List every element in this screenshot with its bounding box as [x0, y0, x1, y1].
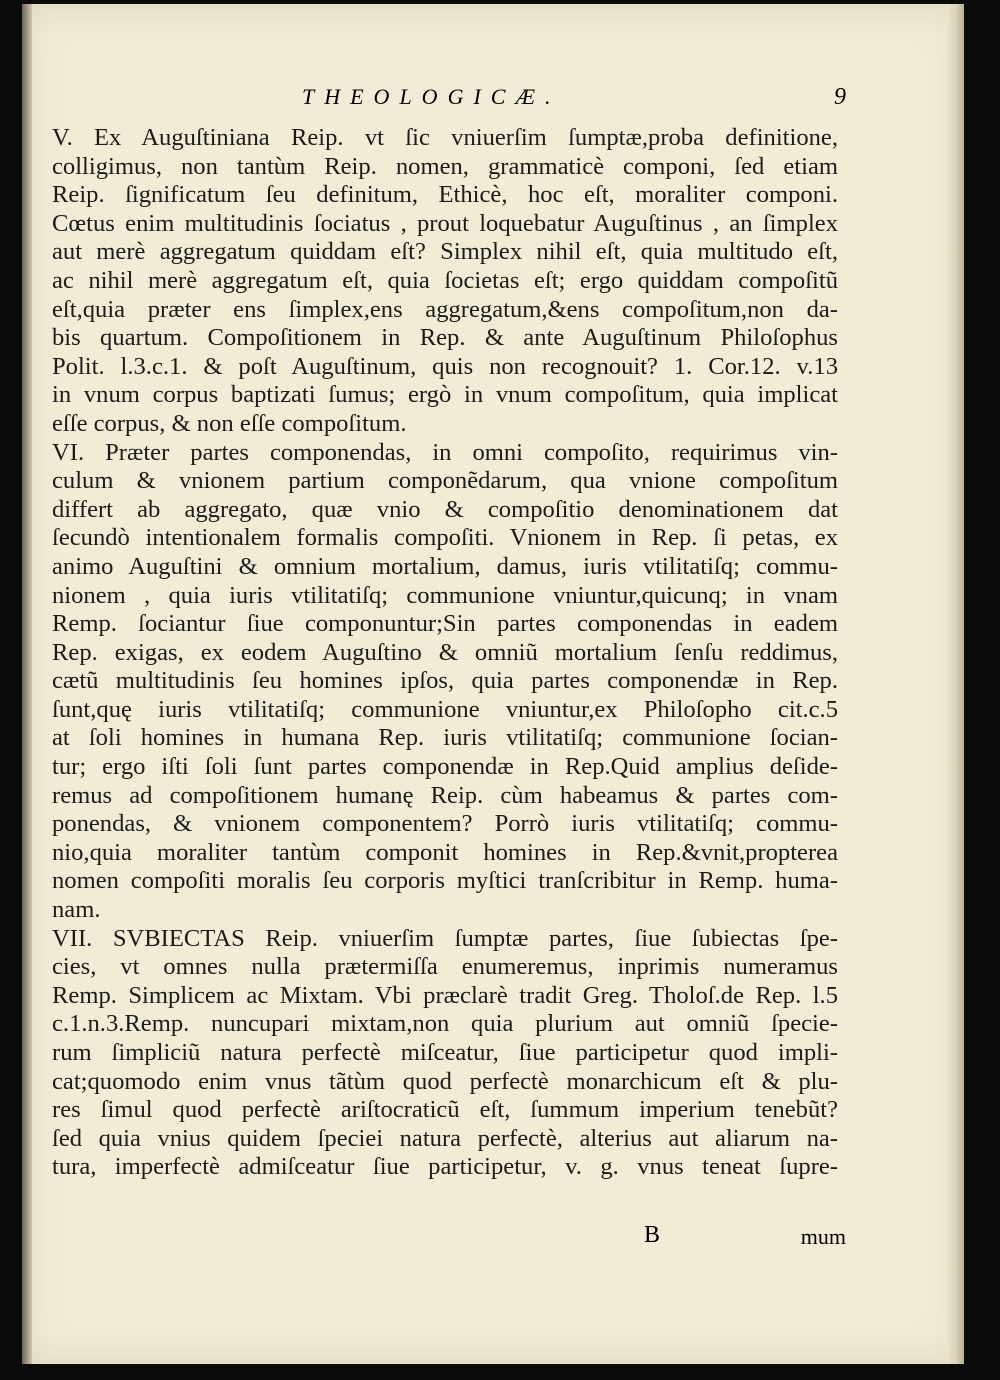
text-line: Remp. Simplicem ac Mixtam. Vbi præclarè tradit Greg. Tholoſ.de Rep. l.5 [52, 981, 838, 1009]
text-line: aut merè aggregatum quiddam eſt? Simplex nihil eſt, quia multitudo eſt, [52, 238, 838, 266]
text-line: cætũ multitudinis ſeu homines ipſos, quia partes componendæ in Rep. [52, 667, 838, 695]
page-header [52, 84, 846, 120]
binding-gutter [22, 4, 32, 1364]
text-line: cat;quomodo enim vnus tãtùm quod perfectè monarchicum eſt & plu- [52, 1067, 838, 1095]
text-line: nionem , quia iuris vtilitatiſq; communione vniuntur,quicunq; in vnam [52, 581, 838, 609]
text-line: differt ab aggregato, quæ vnio & compoſitio denominationem dat [52, 495, 838, 523]
text-line: in vnum corpus baptizati ſumus; ergò in vnum compoſitum, quia implicat [52, 381, 838, 409]
text-line: ſecundò intentionalem formalis compoſiti. Vnionem in Rep. ſi petas, ex [52, 524, 838, 552]
text-line: ac nihil merè aggregatum eſt, quia ſocietas eſt; ergo quiddam compoſitũ [52, 266, 838, 294]
text-line: c.1.n.3.Remp. nuncupari mixtam,non quia plurium aut omniũ ſpecie- [52, 1010, 838, 1038]
text-line: res ſimul quod perfectè ariſtocraticũ eſt, ſummum imperium tenebũt? [52, 1096, 838, 1124]
text-line: tur; ergo iſti ſoli ſunt partes componendæ in Rep.Quid amplius deſide- [52, 753, 838, 781]
text-line: Polit. l.3.c.1. & poſt Auguſtinum, quis non recognouit? 1. Cor.12. v.13 [52, 352, 838, 380]
text-line: VII. SVBIECTAS Reip. vniuerſim ſumptæ partes, ſiue ſubiectas ſpe- [52, 924, 838, 952]
text-line: bis quartum. Compoſitionem in Rep. & ante Auguſtinum Philoſophus [52, 324, 838, 352]
text-line: eſt,quia præter ens ſimplex,ens aggregatum,&ens compoſitum,non da- [52, 295, 838, 323]
text-line: tura, imperfectè admiſceatur ſiue participetur, v. g. vnus teneat ſupre- [52, 1153, 838, 1181]
text-line: culum & vnionem partium componẽdarum, qua vnione compoſitum [52, 467, 838, 495]
text-line: cies, vt omnes nulla prætermiſſa enumeremus, inprimis numeramus [52, 953, 838, 981]
text-line: nio,quia moraliter tantùm componit homines in Rep.&vnit,propterea [52, 838, 838, 866]
text-line: animo Auguſtini & omnium mortalium, damus, iuris vtilitatiſq; commu- [52, 552, 838, 580]
page-edge [946, 4, 964, 1364]
text-line: ſed quia vnius quidem ſpeciei natura perfectè, alterius aut aliarum na- [52, 1124, 838, 1152]
catchword: mum [800, 1224, 846, 1249]
text-line: at ſoli homines in humana Rep. iuris vtilitatiſq; communione ſocian- [52, 724, 838, 752]
running-title: THEOLOGICÆ. [302, 84, 561, 109]
text-line: Remp. ſociantur ſiue componuntur;Sin partes componendas in eadem [52, 610, 838, 638]
text-line: nomen compoſiti moralis ſeu corporis myſtici tranſcribitur in Remp. huma- [52, 867, 838, 895]
text-line: eſſe corpus, & non eſſe compoſitum. [52, 409, 407, 437]
text-line: Rep. exigas, ex eodem Auguſtino & omniũ mortalium ſenſu reddimus, [52, 638, 838, 666]
page-footer [52, 1214, 846, 1254]
text-line: rum ſimpliciũ natura perfectè miſceatur, ſiue participetur quod impli- [52, 1039, 838, 1066]
text-line: colligimus, non tantùm Reip. nomen, grammaticè componi, ſed etiam [52, 152, 838, 180]
text-line: Reip. ſignificatum ſeu definitum, Ethicè, hoc eſt, moraliter componi. [52, 181, 838, 209]
text-line: ſunt,quę iuris vtilitatiſq; communione vniuntur,ex Philoſopho cit.c.5 [52, 695, 838, 723]
text-line: nam. [52, 896, 101, 924]
text-line: ponendas, & vnionem componentem? Porrò iuris vtilitatiſq; commu- [52, 810, 838, 838]
text-line: Cœtus enim multitudinis ſociatus , prout loquebatur Auguſtinus , an ſimplex [52, 209, 838, 237]
text-line: remus ad compoſitionem humanę Reip. cùm habeamus & partes com- [52, 781, 838, 809]
signature-mark: B [644, 1222, 661, 1248]
text-line: V. Ex Auguſtiniana Reip. vt ſic vniuerſim ſumptæ,proba definitione, [52, 124, 838, 151]
text-line: VI. Præter partes componendas, in omni compoſito, requirimus vin- [52, 438, 838, 466]
page-number: 9 [834, 84, 846, 110]
body-text [52, 124, 838, 1182]
